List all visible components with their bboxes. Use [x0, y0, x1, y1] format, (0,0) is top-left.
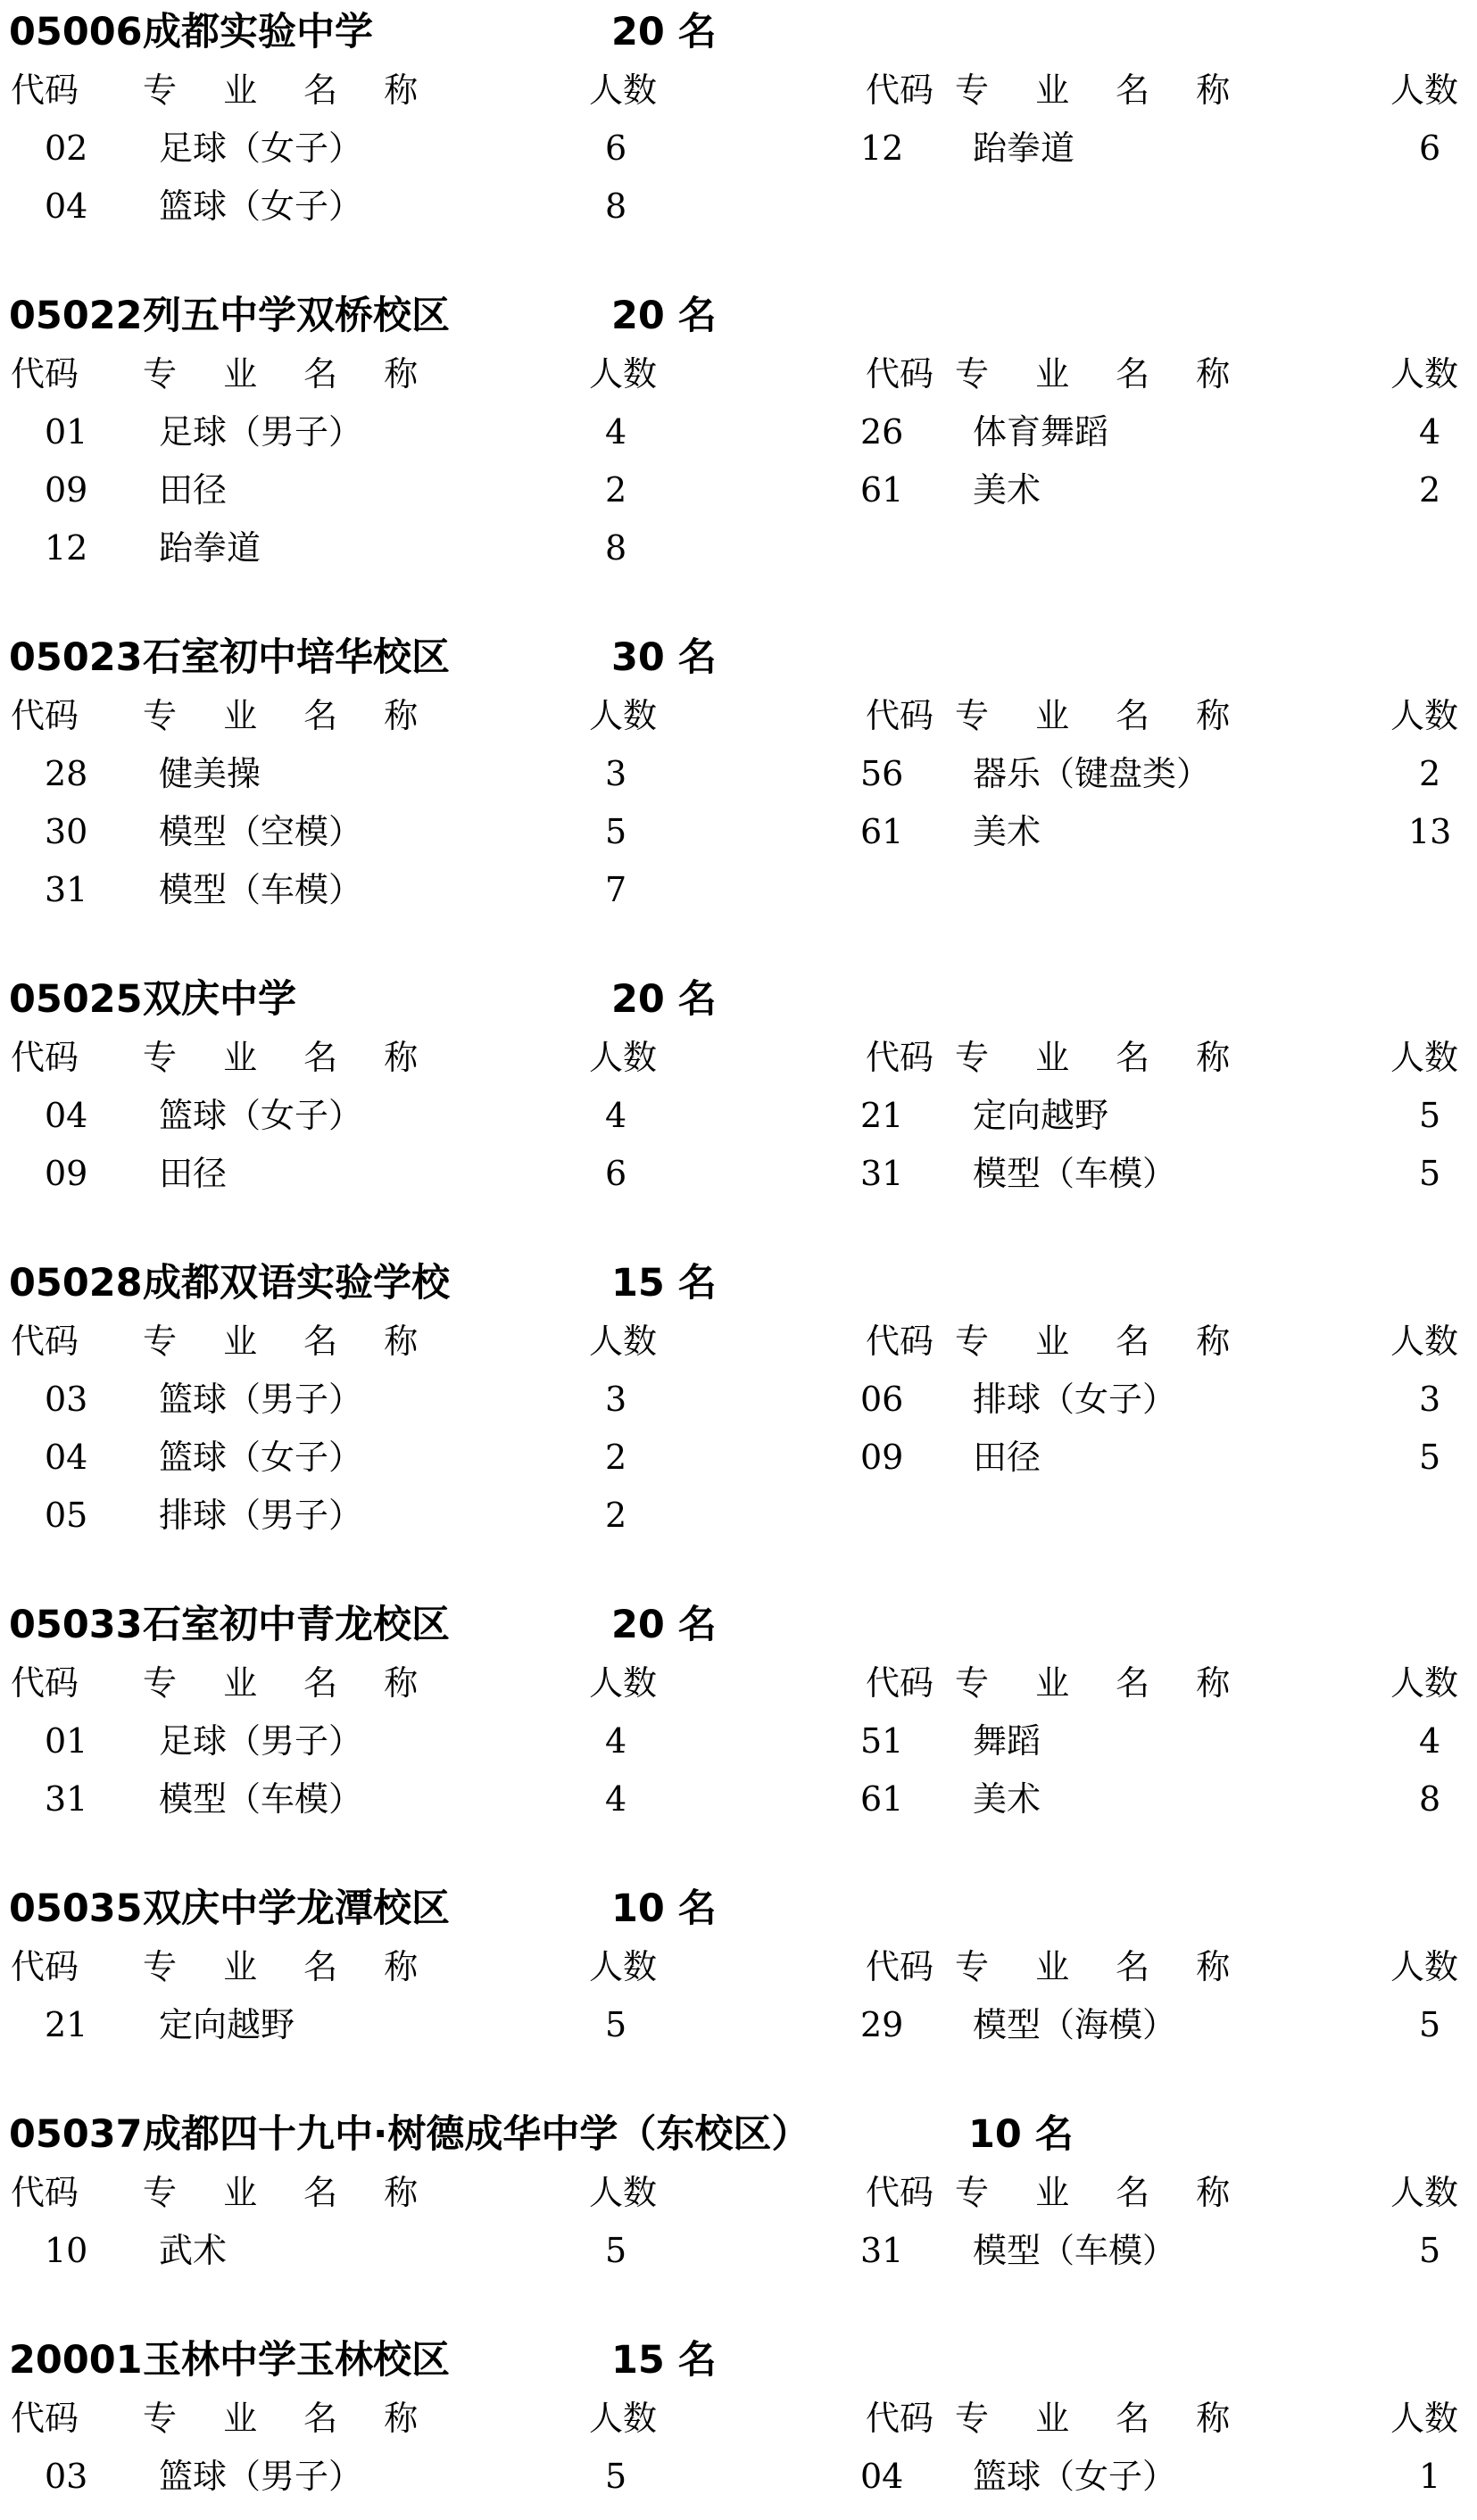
- header-name-right: 专 业 名 称: [955, 1663, 1249, 1703]
- school-title: [0, 1258, 1477, 1308]
- school-name: 双庆中学龙潭校区: [143, 1886, 450, 1931]
- header-code-right: 代码: [866, 2399, 934, 2438]
- header-code-right: 代码: [866, 696, 934, 735]
- major-code: 04: [45, 1096, 88, 1135]
- major-name: 健美操: [159, 754, 261, 793]
- header-code-left: 代码: [11, 1322, 79, 1361]
- header-name-left: 专 业 名 称: [143, 1663, 436, 1703]
- major-name: 模型（空模）: [159, 812, 363, 851]
- major-name: 模型（车模）: [159, 1779, 363, 1819]
- school-title: [0, 1884, 1477, 1934]
- major-code: 01: [45, 412, 88, 452]
- header-name-left: 专 业 名 称: [143, 1947, 436, 1986]
- table-row: [0, 1090, 1477, 1140]
- school-code: 05022: [9, 294, 143, 338]
- major-name: 篮球（女子）: [159, 187, 363, 226]
- header-count-right: 人数: [1390, 1038, 1459, 1077]
- major-code: 05: [45, 1496, 88, 1535]
- major-count: 13: [1408, 812, 1452, 851]
- school-quota: 20 名: [611, 10, 717, 54]
- table-row: [0, 2226, 1477, 2275]
- header-name-right: 专 业 名 称: [955, 1947, 1249, 1986]
- major-name: 舞蹈: [973, 1721, 1041, 1761]
- school-code: 05033: [9, 1603, 143, 1647]
- major-count: 2: [1419, 470, 1441, 510]
- column-header-row: [0, 691, 1477, 741]
- table-row: [0, 181, 1477, 231]
- major-code: 09: [860, 1438, 904, 1477]
- major-code: 09: [45, 1154, 88, 1193]
- major-code: 04: [45, 1438, 88, 1477]
- major-code: 31: [860, 2231, 904, 2270]
- major-name: 足球（男子）: [159, 412, 363, 452]
- major-name: 定向越野: [159, 2005, 295, 2044]
- major-count: 4: [605, 412, 627, 452]
- major-code: 30: [45, 812, 88, 851]
- major-name: 跆拳道: [159, 528, 261, 568]
- major-count: 4: [1419, 412, 1441, 452]
- header-code-left: 代码: [11, 2173, 79, 2212]
- major-code: 10: [45, 2231, 88, 2270]
- major-count: 5: [1419, 1438, 1441, 1477]
- header-code-left: 代码: [11, 2399, 79, 2438]
- school-quota: 15 名: [611, 1261, 717, 1306]
- school-quota: 20 名: [611, 294, 717, 338]
- major-count: 2: [605, 1438, 627, 1477]
- column-header-row: [0, 2393, 1477, 2443]
- column-header-row: [0, 1316, 1477, 1366]
- school-code: 20001: [9, 2338, 143, 2383]
- major-code: 61: [860, 1779, 904, 1819]
- major-code: 51: [860, 1721, 904, 1761]
- header-name-right: 专 业 名 称: [955, 70, 1249, 110]
- major-count: 4: [605, 1096, 627, 1135]
- header-count-left: 人数: [589, 1663, 658, 1703]
- school-title: [0, 1600, 1477, 1650]
- table-row: [0, 2000, 1477, 2050]
- major-code: 03: [45, 1380, 88, 1419]
- major-count: 5: [605, 812, 627, 851]
- major-code: 02: [45, 128, 88, 168]
- table-row: [0, 2451, 1477, 2501]
- major-name: 器乐（键盘类）: [973, 754, 1211, 793]
- header-count-left: 人数: [589, 70, 658, 110]
- major-count: 2: [605, 1496, 627, 1535]
- major-name: 定向越野: [973, 1096, 1109, 1135]
- school-name: 成都四十九中·树德成华中学（东校区）: [143, 2112, 810, 2157]
- school-quota: 15 名: [611, 2338, 717, 2383]
- header-code-left: 代码: [11, 696, 79, 735]
- major-count: 8: [605, 528, 627, 568]
- header-count-left: 人数: [589, 1947, 658, 1986]
- header-name-left: 专 业 名 称: [143, 1038, 436, 1077]
- table-row: [0, 123, 1477, 173]
- table-row: [0, 1148, 1477, 1198]
- school-quota: 30 名: [611, 635, 717, 680]
- major-count: 6: [1419, 128, 1441, 168]
- major-name: 排球（男子）: [159, 1496, 363, 1535]
- header-name-right: 专 业 名 称: [955, 2399, 1249, 2438]
- major-code: 61: [860, 812, 904, 851]
- table-row: [0, 523, 1477, 573]
- school-title: [0, 2110, 1477, 2159]
- column-header-row: [0, 1032, 1477, 1082]
- table-row: [0, 1374, 1477, 1424]
- header-count-right: 人数: [1390, 70, 1459, 110]
- major-count: 5: [1419, 1096, 1441, 1135]
- major-name: 排球（女子）: [973, 1380, 1177, 1419]
- table-row: [0, 465, 1477, 515]
- school-code: 05037: [9, 2112, 143, 2157]
- major-code: 31: [45, 1779, 88, 1819]
- header-code-left: 代码: [11, 70, 79, 110]
- school-name: 石室初中青龙校区: [143, 1603, 450, 1647]
- major-count: 4: [1419, 1721, 1441, 1761]
- header-code-right: 代码: [866, 70, 934, 110]
- header-count-left: 人数: [589, 2173, 658, 2212]
- header-code-right: 代码: [866, 1947, 934, 1986]
- header-count-left: 人数: [589, 1322, 658, 1361]
- school-title: [0, 7, 1477, 57]
- school-title: [0, 974, 1477, 1024]
- major-code: 06: [860, 1380, 904, 1419]
- header-name-right: 专 业 名 称: [955, 696, 1249, 735]
- major-name: 田径: [159, 470, 228, 510]
- major-name: 篮球（男子）: [159, 2457, 363, 2496]
- major-name: 篮球（女子）: [159, 1438, 363, 1477]
- major-code: 29: [860, 2005, 904, 2044]
- major-count: 8: [1419, 1779, 1441, 1819]
- major-code: 26: [860, 412, 904, 452]
- major-name: 美术: [973, 1779, 1041, 1819]
- table-row: [0, 1490, 1477, 1540]
- header-name-left: 专 业 名 称: [143, 354, 436, 394]
- header-name-left: 专 业 名 称: [143, 70, 436, 110]
- major-count: 1: [1419, 2457, 1441, 2496]
- header-count-left: 人数: [589, 696, 658, 735]
- major-count: 3: [1419, 1380, 1441, 1419]
- major-code: 04: [860, 2457, 904, 2496]
- school-quota: 20 名: [611, 1603, 717, 1647]
- major-count: 7: [605, 870, 627, 909]
- major-count: 5: [1419, 2005, 1441, 2044]
- school-name: 列五中学双桥校区: [143, 294, 450, 338]
- header-code-left: 代码: [11, 1038, 79, 1077]
- major-code: 12: [45, 528, 88, 568]
- table-row: [0, 1774, 1477, 1824]
- school-code: 05006: [9, 10, 143, 54]
- header-code-right: 代码: [866, 1322, 934, 1361]
- header-count-right: 人数: [1390, 696, 1459, 735]
- major-code: 03: [45, 2457, 88, 2496]
- major-code: 01: [45, 1721, 88, 1761]
- major-count: 5: [1419, 2231, 1441, 2270]
- school-code: 05023: [9, 635, 143, 680]
- major-code: 56: [860, 754, 904, 793]
- major-name: 足球（男子）: [159, 1721, 363, 1761]
- column-header-row: [0, 2168, 1477, 2217]
- header-count-right: 人数: [1390, 1947, 1459, 1986]
- table-row: [0, 407, 1477, 457]
- header-name-right: 专 业 名 称: [955, 2173, 1249, 2212]
- header-code-right: 代码: [866, 354, 934, 394]
- major-code: 28: [45, 754, 88, 793]
- major-name: 篮球（男子）: [159, 1380, 363, 1419]
- school-code: 05028: [9, 1261, 143, 1306]
- header-code-left: 代码: [11, 1663, 79, 1703]
- major-code: 21: [860, 1096, 904, 1135]
- major-code: 12: [860, 128, 904, 168]
- major-count: 8: [605, 187, 627, 226]
- school-code: 05025: [9, 977, 143, 1022]
- major-name: 模型（车模）: [973, 1154, 1177, 1193]
- major-name: 美术: [973, 470, 1041, 510]
- table-row: [0, 1716, 1477, 1766]
- major-name: 美术: [973, 812, 1041, 851]
- table-row: [0, 865, 1477, 915]
- school-code: 05035: [9, 1886, 143, 1931]
- major-name: 模型（车模）: [159, 870, 363, 909]
- header-code-left: 代码: [11, 354, 79, 394]
- table-row: [0, 749, 1477, 799]
- column-header-row: [0, 1942, 1477, 1992]
- major-count: 5: [605, 2231, 627, 2270]
- school-quota: 20 名: [611, 977, 717, 1022]
- header-name-right: 专 业 名 称: [955, 1322, 1249, 1361]
- major-count: 4: [605, 1779, 627, 1819]
- school-quota: 10 名: [968, 2112, 1074, 2157]
- major-name: 跆拳道: [973, 128, 1075, 168]
- major-name: 足球（女子）: [159, 128, 363, 168]
- header-count-right: 人数: [1390, 354, 1459, 394]
- header-count-right: 人数: [1390, 2173, 1459, 2212]
- major-code: 09: [45, 470, 88, 510]
- header-count-right: 人数: [1390, 1663, 1459, 1703]
- major-count: 5: [1419, 1154, 1441, 1193]
- school-name: 成都实验中学: [143, 10, 373, 54]
- major-count: 4: [605, 1721, 627, 1761]
- school-name: 石室初中培华校区: [143, 635, 450, 680]
- major-code: 61: [860, 470, 904, 510]
- major-count: 2: [1419, 754, 1441, 793]
- major-count: 5: [605, 2005, 627, 2044]
- header-code-right: 代码: [866, 2173, 934, 2212]
- major-count: 3: [605, 754, 627, 793]
- school-quota: 10 名: [611, 1886, 717, 1931]
- header-count-left: 人数: [589, 2399, 658, 2438]
- major-count: 3: [605, 1380, 627, 1419]
- column-header-row: [0, 1658, 1477, 1708]
- column-header-row: [0, 65, 1477, 115]
- major-count: 6: [605, 1154, 627, 1193]
- major-name: 篮球（女子）: [159, 1096, 363, 1135]
- header-name-right: 专 业 名 称: [955, 354, 1249, 394]
- header-count-left: 人数: [589, 1038, 658, 1077]
- header-count-right: 人数: [1390, 2399, 1459, 2438]
- major-count: 5: [605, 2457, 627, 2496]
- header-count-right: 人数: [1390, 1322, 1459, 1361]
- header-code-left: 代码: [11, 1947, 79, 1986]
- header-code-right: 代码: [866, 1038, 934, 1077]
- major-name: 田径: [973, 1438, 1041, 1477]
- table-row: [0, 1432, 1477, 1482]
- major-name: 体育舞蹈: [973, 412, 1109, 452]
- school-title: [0, 2335, 1477, 2385]
- major-name: 武术: [159, 2231, 228, 2270]
- header-count-left: 人数: [589, 354, 658, 394]
- table-row: [0, 807, 1477, 857]
- school-name: 成都双语实验学校: [143, 1261, 450, 1306]
- major-code: 04: [45, 187, 88, 226]
- header-name-left: 专 业 名 称: [143, 696, 436, 735]
- header-code-right: 代码: [866, 1663, 934, 1703]
- school-title: [0, 291, 1477, 341]
- major-name: 篮球（女子）: [973, 2457, 1177, 2496]
- major-code: 31: [45, 870, 88, 909]
- major-name: 模型（海模）: [973, 2005, 1177, 2044]
- major-code: 21: [45, 2005, 88, 2044]
- major-name: 田径: [159, 1154, 228, 1193]
- column-header-row: [0, 349, 1477, 399]
- school-title: [0, 633, 1477, 683]
- school-name: 玉林中学玉林校区: [143, 2338, 450, 2383]
- header-name-left: 专 业 名 称: [143, 1322, 436, 1361]
- header-name-right: 专 业 名 称: [955, 1038, 1249, 1077]
- header-name-left: 专 业 名 称: [143, 2399, 436, 2438]
- major-count: 6: [605, 128, 627, 168]
- major-code: 31: [860, 1154, 904, 1193]
- major-name: 模型（车模）: [973, 2231, 1177, 2270]
- header-name-left: 专 业 名 称: [143, 2173, 436, 2212]
- school-name: 双庆中学: [143, 977, 296, 1022]
- major-count: 2: [605, 470, 627, 510]
